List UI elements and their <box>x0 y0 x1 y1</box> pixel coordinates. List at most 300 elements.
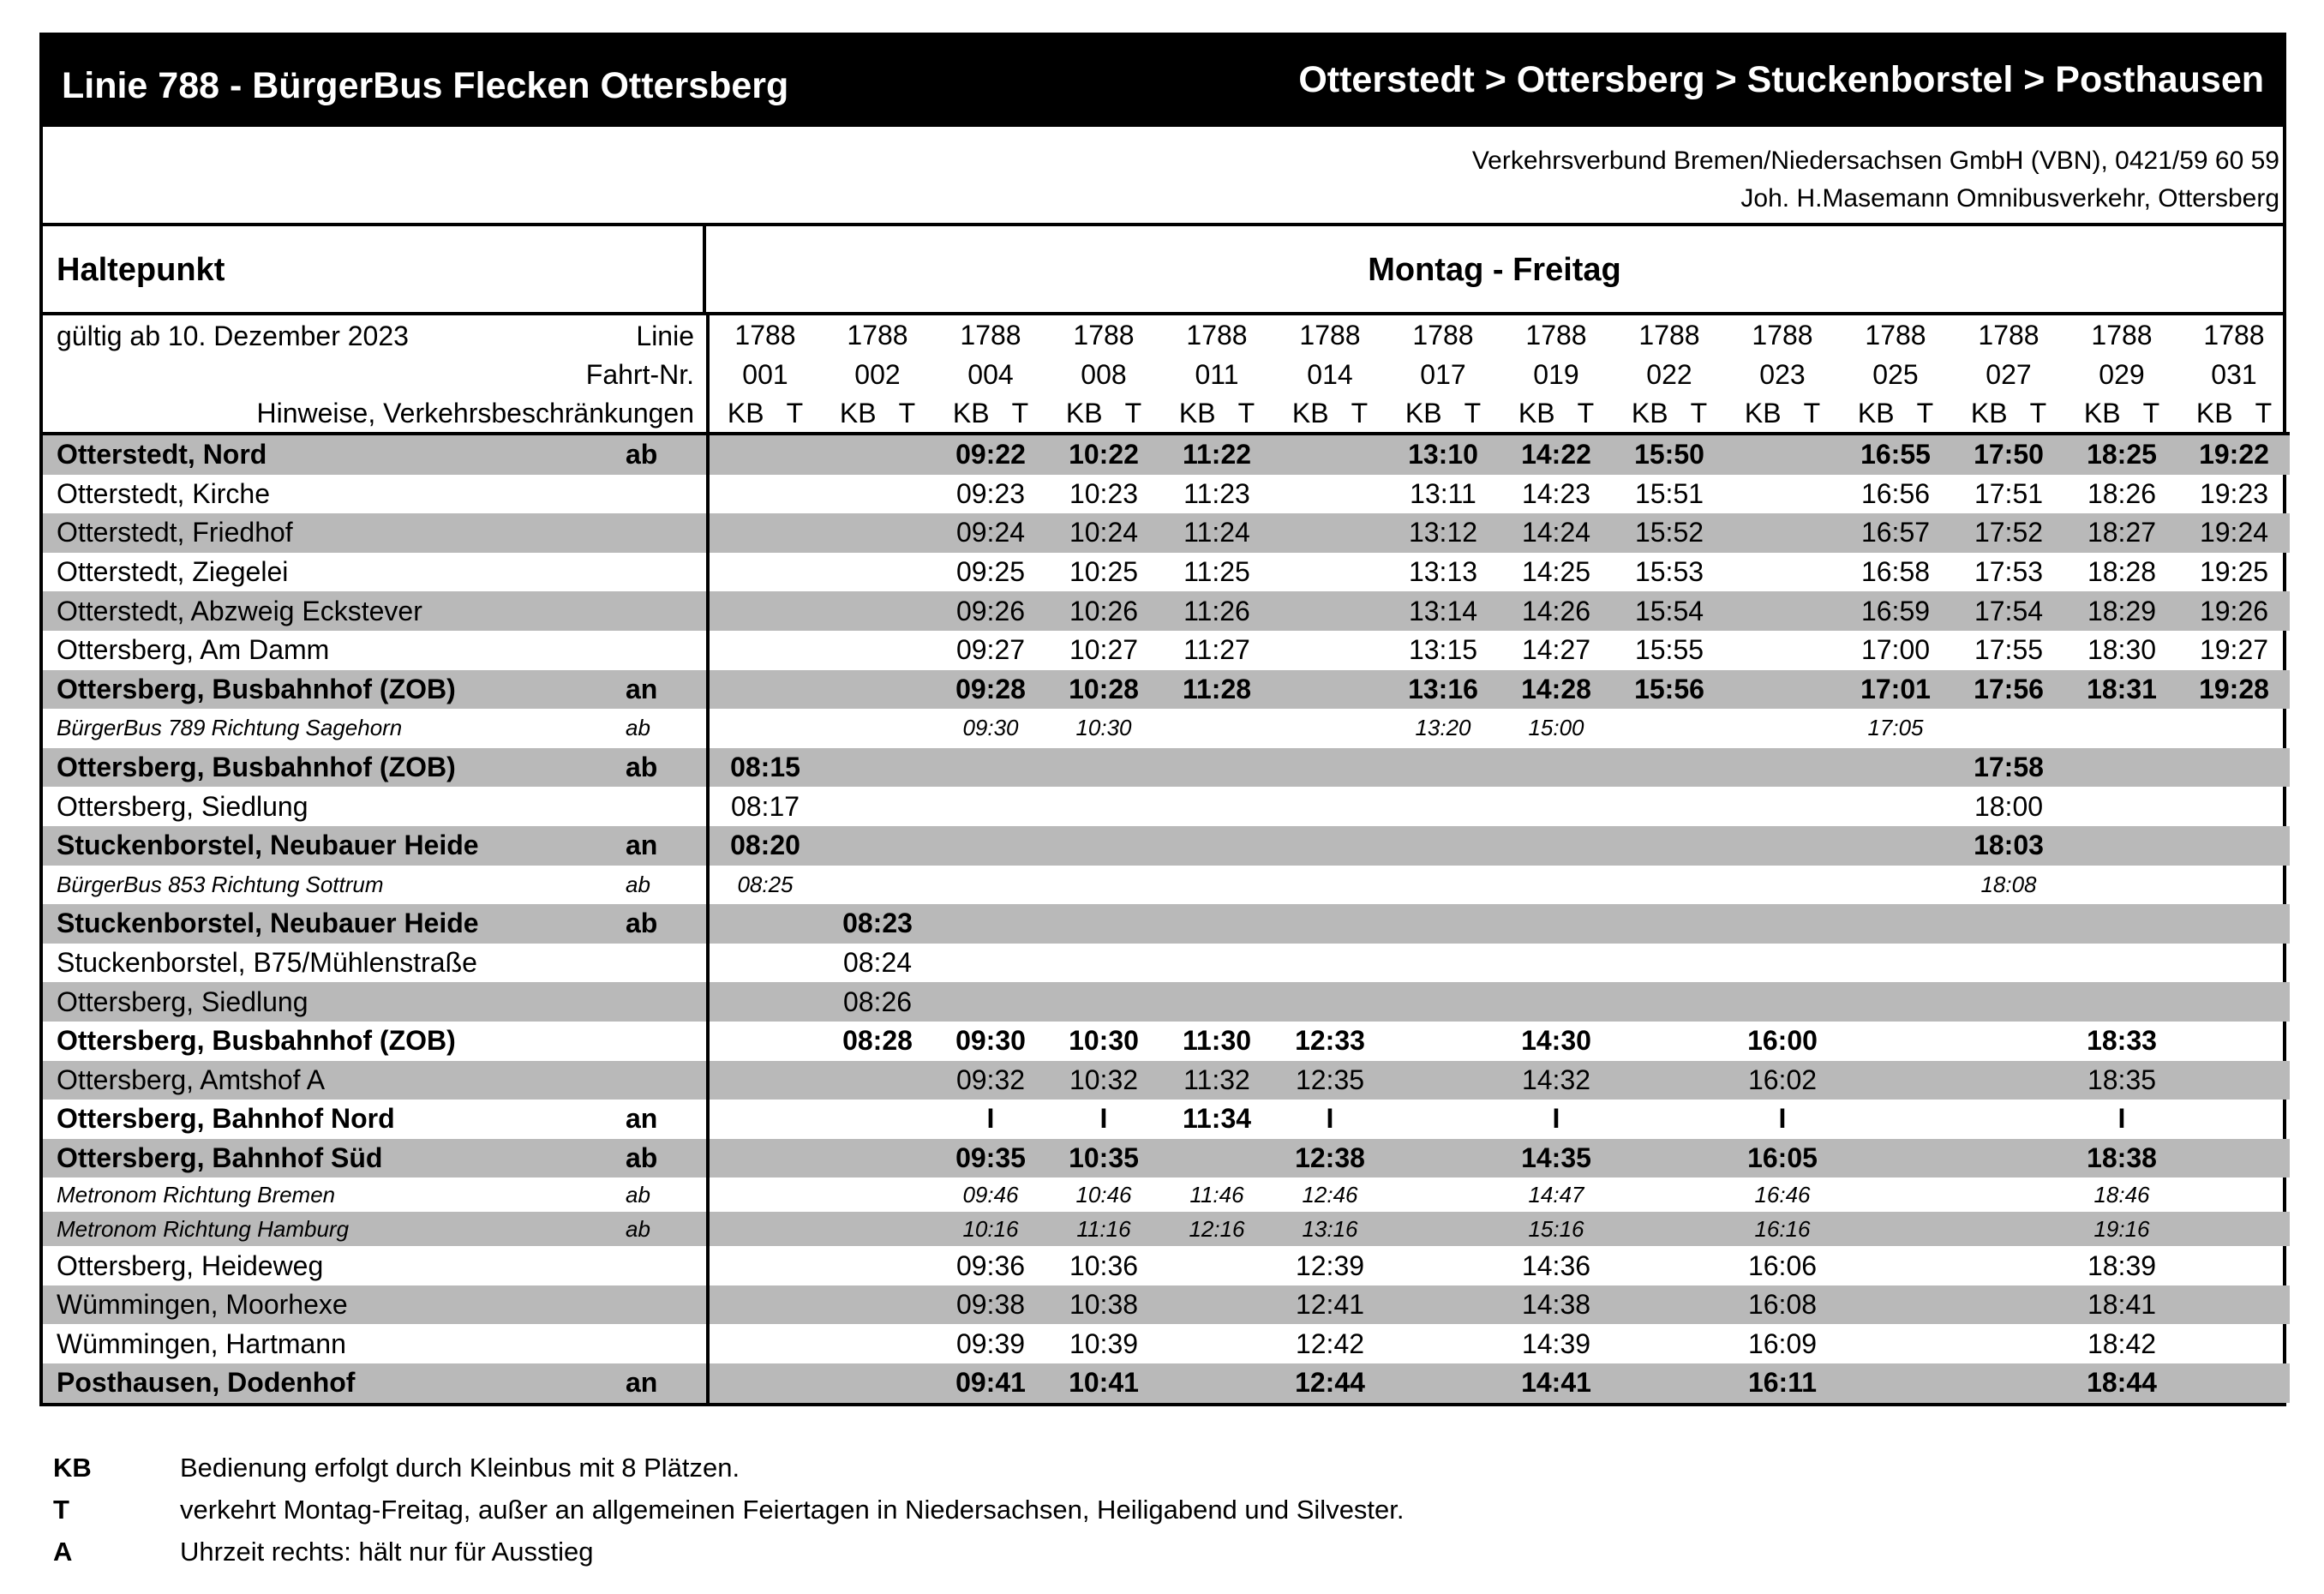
departure-time: 15:53 <box>1634 556 1704 588</box>
departure-time <box>821 475 934 514</box>
arrival-departure-mark: ab <box>626 1139 708 1178</box>
departure-time <box>708 709 821 748</box>
departure-time: 13:10 <box>1387 434 1500 475</box>
departure-time: 10:24 <box>1047 513 1160 553</box>
departure-time <box>1387 826 1500 866</box>
departure-time <box>1952 1363 2065 1403</box>
departure-time <box>1273 866 1387 905</box>
departure-time: 09:22 <box>934 434 1047 475</box>
note-kb: KB <box>1970 397 2008 428</box>
arrival-departure-mark: ab <box>626 1212 708 1246</box>
linie-number: 1788 <box>1865 319 1926 351</box>
departure-time: 09:30 <box>962 715 1019 741</box>
stop-name: BürgerBus 789 Richtung Sagehorn <box>57 715 403 741</box>
departure-time <box>1613 787 1726 826</box>
departure-time: I <box>1778 1103 1787 1135</box>
departure-time: 10:28 <box>1047 670 1160 710</box>
departure-time <box>708 631 821 670</box>
departure-time: 13:12 <box>1387 513 1500 553</box>
arrival-departure-mark: an <box>626 1363 708 1403</box>
departure-time: 12:38 <box>1273 1139 1387 1178</box>
departure-time: 08:15 <box>708 748 821 788</box>
departure-time <box>1839 1178 1952 1212</box>
table-row <box>43 1139 2290 1178</box>
route-title: Otterstedt > Ottersberg > Stuckenborstel > Posthausen <box>1298 58 2264 100</box>
linie-number: 1788 <box>847 319 908 351</box>
linie-number: 1788 <box>1299 319 1361 351</box>
departure-time <box>1387 1212 1500 1246</box>
departure-time: 11:24 <box>1160 513 1273 553</box>
departure-time: 08:26 <box>821 982 934 1022</box>
arrival-departure-mark: ab <box>626 434 708 475</box>
departure-time <box>1839 826 1952 866</box>
departure-time: 15:16 <box>1500 1212 1613 1246</box>
departure-time <box>1952 944 2065 983</box>
departure-time <box>821 591 934 631</box>
departure-time <box>934 944 1047 983</box>
table-row <box>43 591 2290 631</box>
arrival-departure-mark: ab <box>626 1181 650 1207</box>
departure-time <box>1952 1324 2065 1363</box>
trip-number: 001 <box>708 355 821 394</box>
departure-time: 09:28 <box>934 670 1047 710</box>
departure-time <box>1952 1100 2065 1139</box>
stop-name: Wümmingen, Hartmann <box>57 1327 346 1359</box>
departure-time: 09:27 <box>955 634 1026 666</box>
departure-time: 10:23 <box>1069 477 1139 509</box>
departure-time <box>2178 1246 2290 1285</box>
departure-time <box>821 1178 934 1212</box>
departure-time <box>1500 748 1613 788</box>
departure-time: 18:29 <box>2065 591 2178 631</box>
arrival-departure-mark: an <box>626 826 708 866</box>
departure-time: 18:46 <box>2093 1181 2150 1207</box>
departure-time: 18:03 <box>1952 826 2065 866</box>
departure-time: 14:26 <box>1500 591 1613 631</box>
departure-time: 14:27 <box>1521 634 1591 666</box>
departure-time <box>1273 670 1387 710</box>
departure-time <box>708 1363 821 1403</box>
departure-time <box>1273 826 1387 866</box>
departure-time <box>1273 631 1387 670</box>
trip-meta <box>43 315 2290 434</box>
departure-time: 11:34 <box>1182 1103 1252 1135</box>
departure-time <box>1160 866 1273 905</box>
departure-time: 11:22 <box>1160 434 1273 475</box>
departure-time <box>1726 748 1839 788</box>
departure-time: 17:55 <box>1974 634 2044 666</box>
note-kb: KB <box>952 397 990 428</box>
departure-time <box>1160 944 1273 983</box>
departure-time: 17:53 <box>1974 556 2044 588</box>
departure-time <box>2065 866 2178 905</box>
departure-time <box>1273 709 1387 748</box>
departure-time: 19:24 <box>2178 513 2290 553</box>
departure-time <box>1160 1139 1273 1178</box>
note-t: T <box>1916 397 1934 428</box>
departure-time <box>708 591 821 631</box>
departure-time: I <box>1326 1103 1334 1135</box>
linie-number: 1788 <box>1186 319 1248 351</box>
departure-time: 14:36 <box>1521 1249 1591 1281</box>
departure-time: 16:59 <box>1839 591 1952 631</box>
departure-time: 09:39 <box>955 1327 1026 1359</box>
departure-time: 17:05 <box>1867 715 1924 741</box>
departure-time <box>2178 982 2290 1022</box>
departure-time <box>1387 1178 1500 1212</box>
departure-time: 19:26 <box>2178 591 2290 631</box>
departure-time <box>1387 866 1500 905</box>
departure-time: 14:35 <box>1500 1139 1613 1178</box>
trip-notes <box>1160 394 1273 434</box>
departure-time <box>1273 904 1387 944</box>
legend-key: KB <box>53 1452 92 1483</box>
departure-time: 18:27 <box>2065 513 2178 553</box>
arrival-departure-mark: an <box>626 1103 658 1135</box>
note-kb: KB <box>1857 397 1895 428</box>
departure-time: 14:32 <box>1500 1061 1613 1100</box>
note-kb: KB <box>1178 397 1216 428</box>
departure-time <box>1952 1178 2065 1212</box>
departure-time: 18:30 <box>2087 634 2157 666</box>
arrival-departure-mark <box>626 1324 708 1363</box>
departure-time <box>821 1324 934 1363</box>
note-t: T <box>2142 397 2160 428</box>
departure-time <box>1273 748 1387 788</box>
departure-time <box>1726 434 1839 475</box>
departure-time: 15:52 <box>1613 513 1726 553</box>
departure-time <box>821 1061 934 1100</box>
departure-time <box>1839 1139 1952 1178</box>
stop-name: Ottersberg, Busbahnhof (ZOB) <box>43 670 626 710</box>
departure-time <box>1839 1246 1952 1285</box>
departure-time: 18:26 <box>2087 477 2157 509</box>
trip-notes <box>1273 394 1387 434</box>
departure-time: 16:46 <box>1754 1181 1811 1207</box>
operator-line: Joh. H.Masemann Omnibusverkehr, Ottersberg <box>1740 184 2279 213</box>
departure-time <box>821 748 934 788</box>
departure-time <box>1160 904 1273 944</box>
linie-number: 1788 <box>1073 319 1135 351</box>
departure-time <box>1613 1363 1726 1403</box>
departure-time: 11:25 <box>1183 556 1250 588</box>
linie-number: 1788 <box>708 315 821 355</box>
departure-time: 19:22 <box>2178 434 2290 475</box>
table-row <box>43 670 2290 710</box>
departure-time <box>1726 670 1839 710</box>
table-row <box>43 1178 2290 1212</box>
arrival-departure-mark <box>626 631 708 670</box>
departure-time <box>1613 1246 1726 1285</box>
legend-item <box>53 1531 1405 1573</box>
departure-time <box>1952 709 2065 748</box>
departure-time: 14:38 <box>1500 1285 1613 1325</box>
departure-time: 10:22 <box>1047 434 1160 475</box>
departure-time <box>1726 826 1839 866</box>
table-row <box>43 1022 2290 1061</box>
meta-label-cell <box>43 315 708 355</box>
departure-time <box>1613 1022 1726 1061</box>
departure-time: 13:15 <box>1408 634 1478 666</box>
departure-time <box>1839 1285 1952 1325</box>
departure-time <box>1160 1246 1273 1285</box>
departure-time <box>821 1139 934 1178</box>
stop-rows <box>43 434 2290 1403</box>
departure-time <box>1387 1285 1500 1325</box>
departure-time <box>1500 787 1613 826</box>
departure-time: 10:30 <box>1069 1025 1139 1057</box>
departure-time <box>1726 631 1839 670</box>
note-t: T <box>898 397 916 428</box>
arrival-departure-mark <box>626 591 708 631</box>
departure-time: 14:41 <box>1500 1363 1613 1403</box>
departure-time <box>821 866 934 905</box>
departure-time: 08:25 <box>708 866 821 905</box>
meta-row-fahrt <box>43 355 2290 394</box>
departure-time <box>1839 904 1952 944</box>
departure-time: 12:33 <box>1295 1025 1365 1057</box>
trip-notes <box>1613 394 1726 434</box>
departure-time: 09:26 <box>934 591 1047 631</box>
departure-time: 12:46 <box>1302 1181 1358 1207</box>
arrival-departure-mark: ab <box>626 748 708 788</box>
departure-time: 16:57 <box>1839 513 1952 553</box>
departure-time: 09:46 <box>962 1181 1019 1207</box>
fahrt-label: Fahrt-Nr. <box>585 358 694 390</box>
departure-time <box>821 434 934 475</box>
departure-time <box>821 709 934 748</box>
departure-time <box>1047 866 1160 905</box>
stop-name: Otterstedt, Ziegelei <box>57 556 289 588</box>
departure-time <box>1726 591 1839 631</box>
note-kb: KB <box>1291 397 1329 428</box>
departure-time: 16:09 <box>1747 1327 1818 1359</box>
departure-time: 15:51 <box>1634 477 1704 509</box>
departure-time <box>2065 904 2178 944</box>
arrival-departure-mark <box>626 982 708 1022</box>
stop-name: Otterstedt, Kirche <box>57 477 270 509</box>
stop-name: Metronom Richtung Hamburg <box>43 1212 626 1246</box>
table-row <box>43 709 2290 748</box>
departure-time: 15:50 <box>1613 434 1726 475</box>
departure-time <box>1160 1363 1273 1403</box>
trip-notes <box>1047 394 1160 434</box>
departure-time <box>1726 904 1839 944</box>
departure-time: 17:54 <box>1952 591 2065 631</box>
stop-name: Ottersberg, Bahnhof Süd <box>43 1139 626 1178</box>
departure-time <box>1387 1100 1500 1139</box>
departure-time: 17:52 <box>1952 513 2065 553</box>
note-kb: KB <box>1405 397 1442 428</box>
departure-time <box>2178 1022 2290 1061</box>
table-row <box>43 866 2290 905</box>
departure-time <box>708 434 821 475</box>
departure-time: 18:00 <box>1974 790 2044 822</box>
departure-time: 09:30 <box>955 1025 1026 1057</box>
departure-time: 12:41 <box>1273 1285 1387 1325</box>
departure-time: 18:39 <box>2087 1249 2157 1281</box>
table-row <box>43 475 2290 514</box>
departure-time <box>708 1212 821 1246</box>
stop-name: Ottersberg, Am Damm <box>57 634 330 666</box>
departure-time: 10:38 <box>1047 1285 1160 1325</box>
departure-time: 09:41 <box>934 1363 1047 1403</box>
stop-name: Stuckenborstel, B75/Mühlenstraße <box>57 947 477 979</box>
departure-time: I <box>1552 1103 1560 1135</box>
departure-time: 16:00 <box>1747 1025 1818 1057</box>
trip-number: 031 <box>2211 358 2257 390</box>
departure-time <box>2178 787 2290 826</box>
note-kb: KB <box>1631 397 1668 428</box>
departure-time <box>1839 1022 1952 1061</box>
departure-time <box>2178 748 2290 788</box>
arrival-departure-mark <box>626 1246 708 1285</box>
departure-time <box>2178 1363 2290 1403</box>
departure-time <box>821 1246 934 1285</box>
departure-time <box>1613 1100 1726 1139</box>
stop-name: Wümmingen, Moorhexe <box>43 1285 626 1325</box>
departure-time: 08:17 <box>708 787 821 826</box>
departure-time <box>1387 982 1500 1022</box>
note-t: T <box>1464 397 1482 428</box>
trip-number: 023 <box>1759 358 1806 390</box>
note-t: T <box>1690 397 1708 428</box>
note-t: T <box>1124 397 1142 428</box>
title-bar <box>43 36 2283 127</box>
linie-number: 1788 <box>1752 319 1813 351</box>
departure-time: 08:23 <box>821 904 934 944</box>
departure-time: 17:51 <box>1974 477 2044 509</box>
departure-time: 10:26 <box>1047 591 1160 631</box>
departure-time <box>708 475 821 514</box>
linie-number: 1788 <box>1412 319 1474 351</box>
departure-time <box>1952 1212 2065 1246</box>
linie-number: 1788 <box>1638 319 1700 351</box>
departure-time <box>821 787 934 826</box>
trip-number: 027 <box>1986 358 2032 390</box>
departure-time: 19:28 <box>2178 670 2290 710</box>
stop-name: Stuckenborstel, Neubauer Heide <box>43 826 626 866</box>
departure-time <box>821 1363 934 1403</box>
table-row <box>43 748 2290 788</box>
stop-name: Ottersberg, Busbahnhof (ZOB) <box>57 1025 456 1057</box>
departure-time <box>2178 904 2290 944</box>
departure-time: 17:58 <box>1952 748 2065 788</box>
trip-notes <box>934 394 1047 434</box>
departure-time: 10:27 <box>1069 634 1139 666</box>
departure-time <box>1613 1324 1726 1363</box>
departure-time <box>821 826 934 866</box>
departure-time: 16:16 <box>1726 1212 1839 1246</box>
departure-time <box>708 513 821 553</box>
departure-time <box>1387 1061 1500 1100</box>
departure-time: 13:16 <box>1387 670 1500 710</box>
departure-time <box>821 670 934 710</box>
departure-time: 08:20 <box>708 826 821 866</box>
departure-time: 09:38 <box>934 1285 1047 1325</box>
departure-time: 17:00 <box>1860 634 1931 666</box>
line-title: Linie 788 - BürgerBus Flecken Ottersberg <box>62 64 789 106</box>
departure-time: 12:35 <box>1273 1061 1387 1100</box>
departure-time <box>1726 944 1839 983</box>
departure-time: 13:11 <box>1410 477 1476 509</box>
arrival-departure-mark <box>626 475 708 514</box>
stop-name: Ottersberg, Amtshof A <box>43 1061 626 1100</box>
departure-time <box>1726 709 1839 748</box>
departure-time <box>934 866 1047 905</box>
departure-time <box>1613 826 1726 866</box>
note-t: T <box>1803 397 1821 428</box>
departure-time <box>1952 1246 2065 1285</box>
note-t: T <box>2255 397 2273 428</box>
stop-name: Ottersberg, Busbahnhof (ZOB) <box>43 748 626 788</box>
departure-time <box>821 553 934 592</box>
arrival-departure-mark: ab <box>626 904 708 944</box>
stop-name: Posthausen, Dodenhof <box>43 1363 626 1403</box>
departure-time <box>1160 748 1273 788</box>
departure-time: 18:08 <box>1980 871 2037 897</box>
table-row <box>43 1246 2290 1285</box>
departure-time <box>1726 866 1839 905</box>
linie-number: 1788 <box>1525 319 1587 351</box>
trip-number: 017 <box>1420 358 1466 390</box>
departure-time: I <box>1099 1103 1108 1135</box>
legend-text: Uhrzeit rechts: hält nur für Ausstieg <box>180 1536 594 1567</box>
table-row <box>43 982 2290 1022</box>
timetable-sheet <box>39 33 2286 1406</box>
table-row <box>43 1100 2290 1139</box>
departure-time <box>1613 1285 1726 1325</box>
trip-notes <box>2178 394 2290 434</box>
departure-time <box>1047 826 1160 866</box>
trip-notes <box>2065 394 2178 434</box>
departure-time <box>1726 787 1839 826</box>
linie-label: Linie <box>636 321 694 351</box>
departure-time: 16:02 <box>1726 1061 1839 1100</box>
departure-time <box>1952 1139 2065 1178</box>
departure-time <box>1387 1363 1500 1403</box>
departure-time <box>1726 513 1839 553</box>
departure-time: 17:56 <box>1952 670 2065 710</box>
departure-time: 10:36 <box>1069 1249 1139 1281</box>
departure-time <box>1047 787 1160 826</box>
departure-time: 16:08 <box>1726 1285 1839 1325</box>
departure-time <box>934 982 1047 1022</box>
trip-number: 022 <box>1646 358 1692 390</box>
departure-time <box>1952 1022 2065 1061</box>
stop-name: Otterstedt, Nord <box>43 434 626 475</box>
trip-number: 008 <box>1081 358 1127 390</box>
departure-time <box>2178 1178 2290 1212</box>
departure-time <box>1839 866 1952 905</box>
departure-time <box>1387 787 1500 826</box>
departure-time <box>1160 826 1273 866</box>
note-kb: KB <box>2195 397 2233 428</box>
departure-time: 10:46 <box>1075 1181 1132 1207</box>
departure-time: 15:55 <box>1634 634 1704 666</box>
departure-time <box>1273 475 1387 514</box>
departure-time <box>708 944 821 983</box>
table-row <box>43 1285 2290 1325</box>
table-row <box>43 787 2290 826</box>
departure-time <box>1613 1139 1726 1178</box>
departure-time: 11:32 <box>1160 1061 1273 1100</box>
departure-time <box>2178 1100 2290 1139</box>
timetable <box>43 315 2290 1403</box>
departure-time <box>1952 904 2065 944</box>
departure-time: 09:35 <box>934 1139 1047 1178</box>
departure-time <box>708 904 821 944</box>
